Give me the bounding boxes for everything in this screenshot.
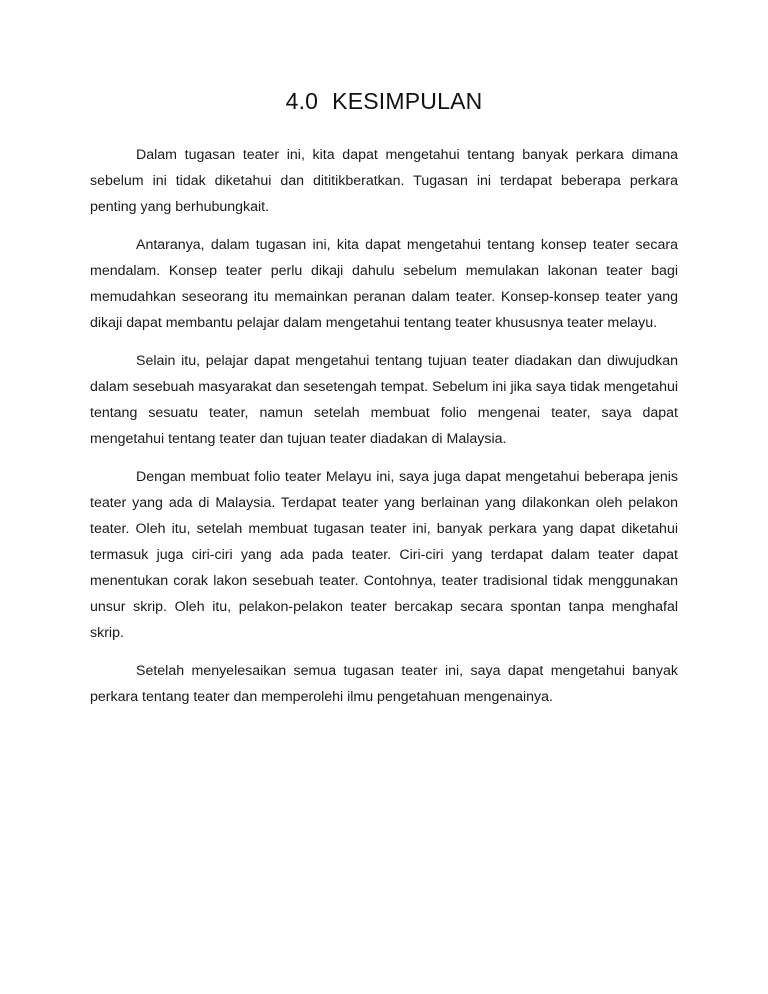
paragraph-1: Dalam tugasan teater ini, kita dapat mengetahui tentang banyak perkara dimana sebelum ini tidak diketahui dan dititikberatkan. Tugasan ini terdapat beberapa perkara penting yang berhubungkait.: [90, 147, 678, 215]
paragraph-2: Antaranya, dalam tugasan ini, kita dapat mengetahui tentang konsep teater secara mendalam. Konsep teater perlu dikaji dahulu sebelum memulakan lakonan teater bagi memudahkan seseorang itu memainkan peranan dalam teater. Konsep-konsep teater yang dikaji dapat membantu pelajar dalam mengetahui tentang teater khususnya teater melayu.: [90, 237, 678, 331]
conclusion-body: [90, 142, 678, 722]
section-number: 4.0: [285, 88, 319, 114]
paragraph-5: Setelah menyelesaikan semua tugasan teater ini, saya dapat mengetahui banyak perkara tentang teater dan memperolehi ilmu pengetahuan mengenainya.: [90, 663, 678, 705]
paragraph-3: Selain itu, pelajar dapat mengetahui tentang tujuan teater diadakan dan diwujudkan dalam sesebuah masyarakat dan sesetengah tempat. Sebelum ini jika saya tidak mengetahui tentang sesuatu teater, namun setelah membuat folio mengenai teater, saya dapat mengetahui tentang teater dan tujuan teater diadakan di Malaysia.: [90, 353, 678, 447]
section-heading: [0, 88, 768, 115]
section-title: KESIMPULAN: [332, 88, 483, 114]
paragraph-4: Dengan membuat folio teater Melayu ini, saya juga dapat mengetahui beberapa jenis teater yang ada di Malaysia. Terdapat teater yang berlainan yang dilakonkan oleh pelakon teater. Oleh itu, setelah membuat tugasan teater ini, banyak perkara yang dapat diketahui termasuk juga ciri-ciri yang ada pada teater. Ciri-ciri yang terdapat dalam teater dapat menentukan corak lakon sesebuah teater. Contohnya, teater tradisional tidak menggunakan unsur skrip. Oleh itu, pelakon-pelakon teater bercakap secara spontan tanpa menghafal skrip.: [90, 469, 678, 641]
